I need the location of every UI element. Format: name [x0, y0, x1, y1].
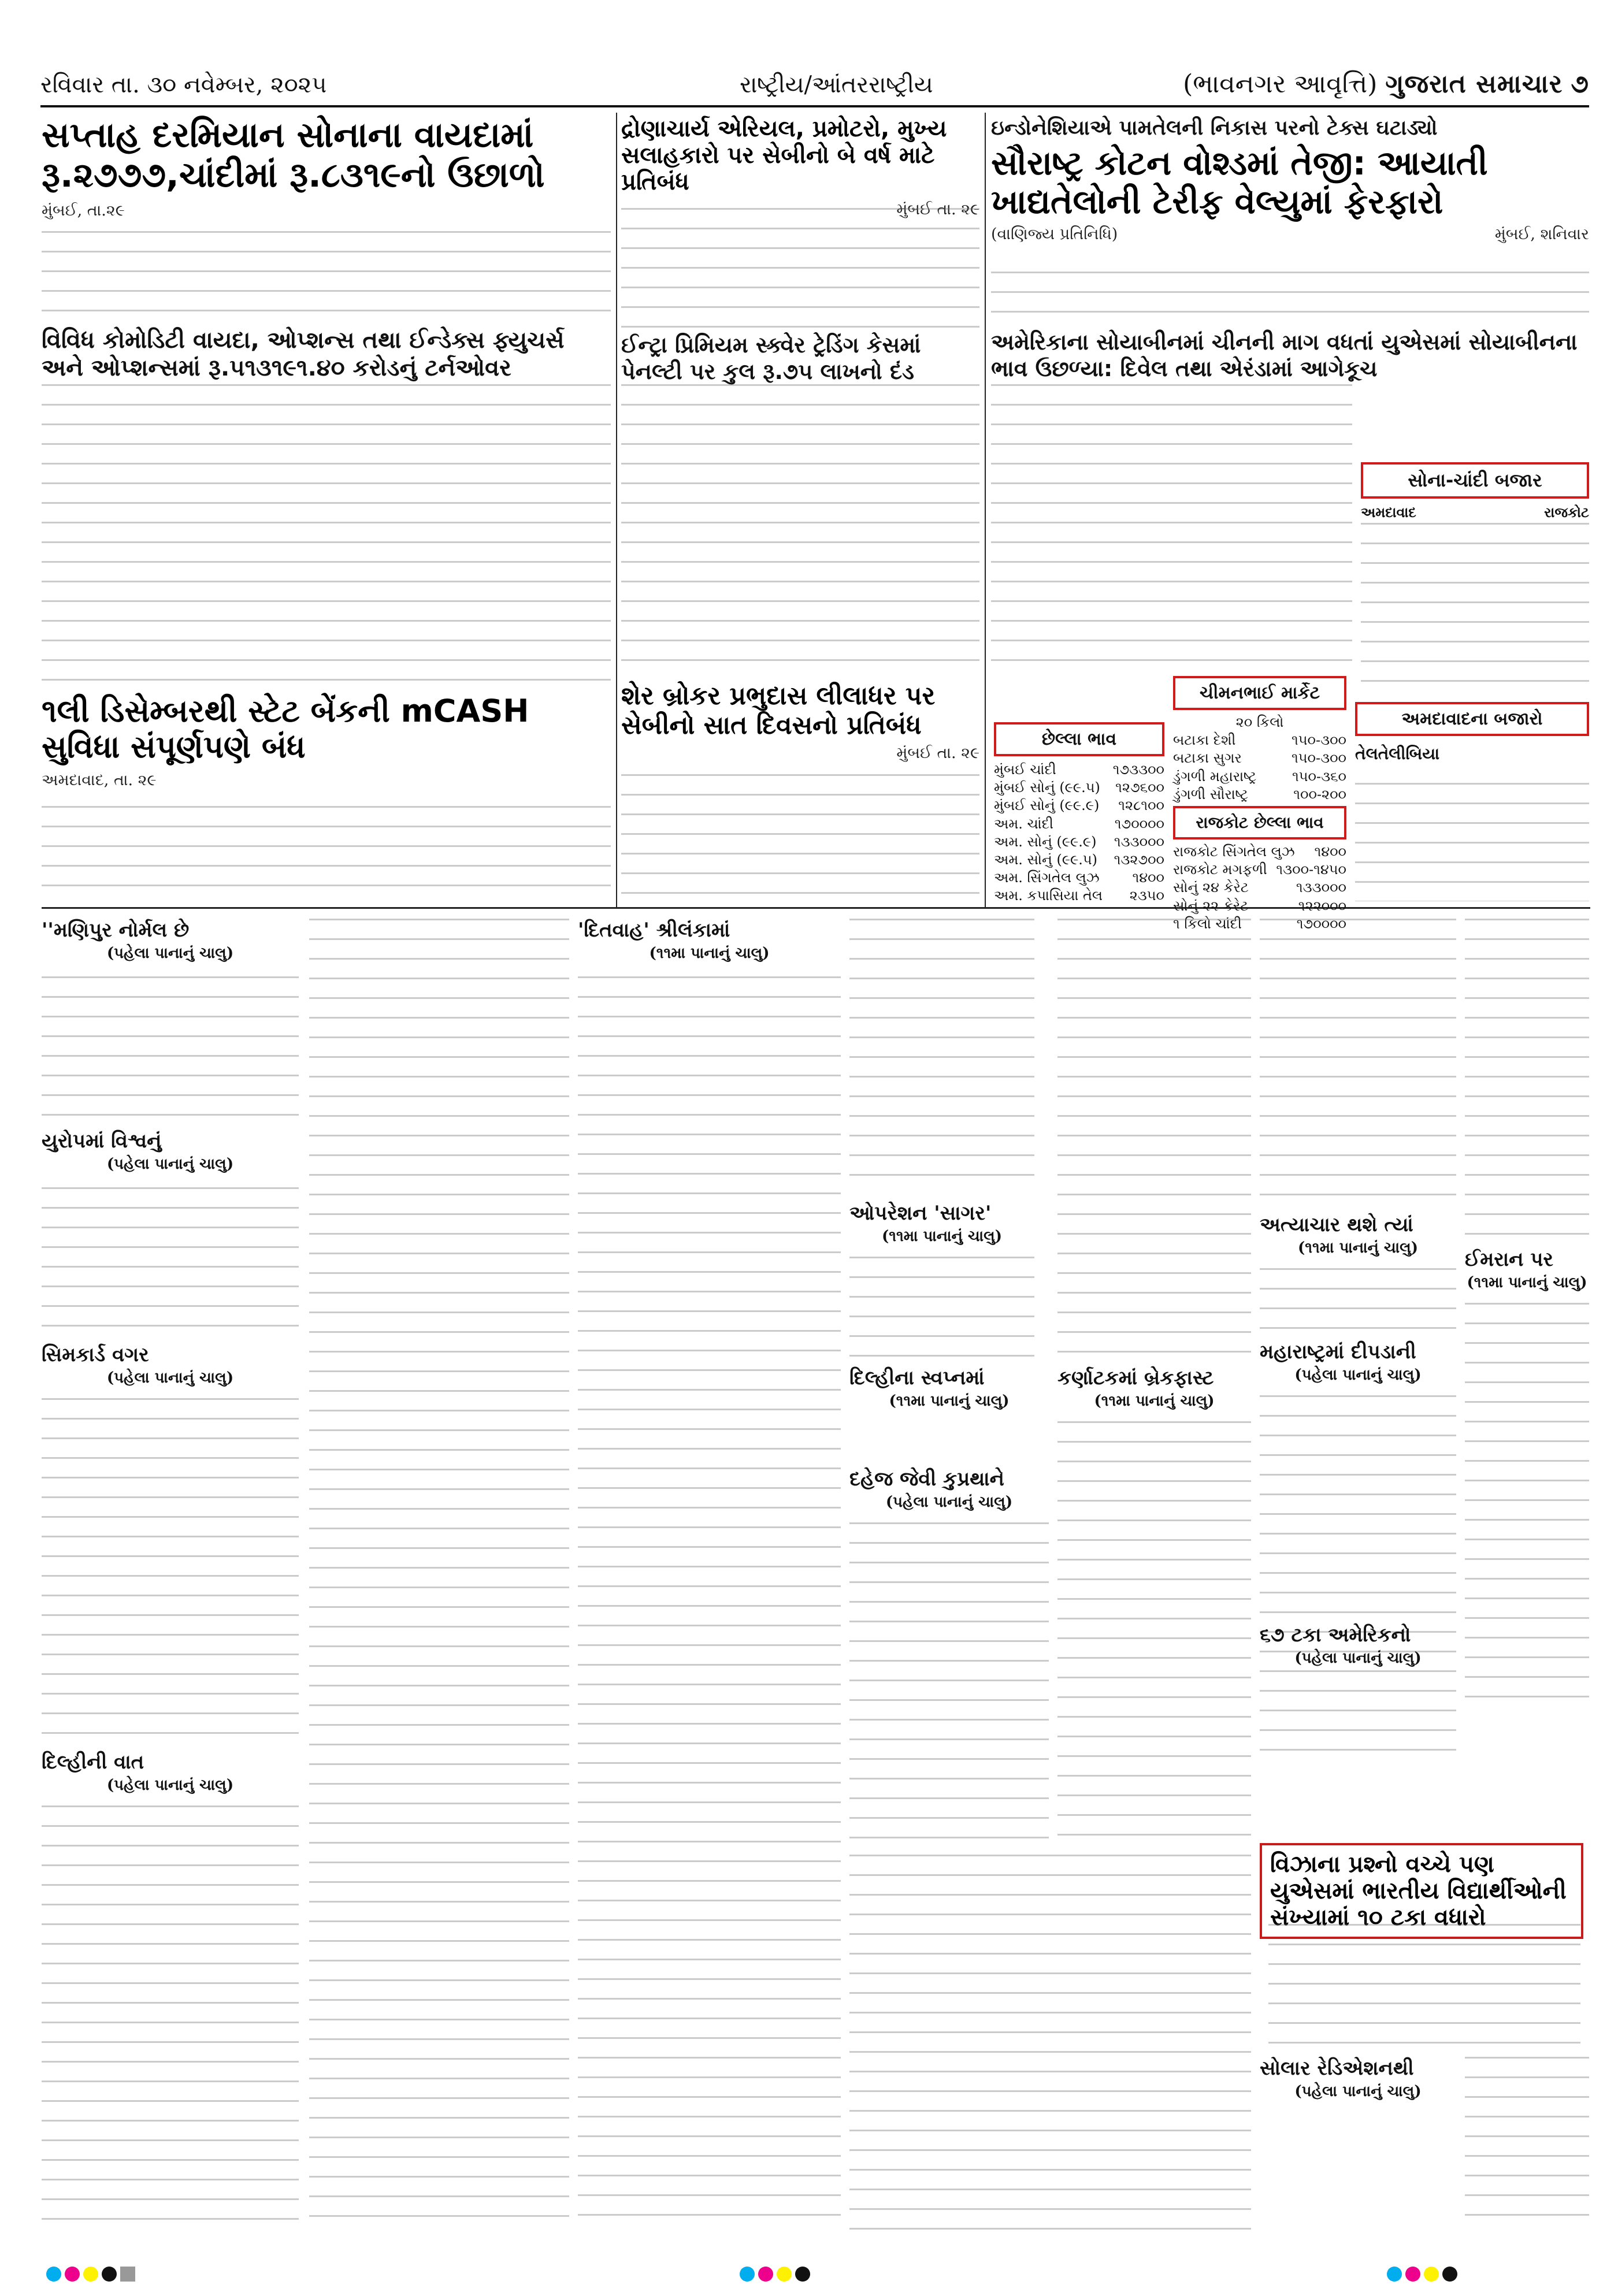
ditwah-text [578, 976, 841, 2230]
sbi-story [42, 693, 611, 791]
chimanbhai-price-label: ડુંગળી મહારાષ્ટ્ર [1173, 768, 1257, 785]
cont-67percent [1260, 1623, 1456, 1672]
last-price-label: અમ. સિંગતેલ લુઝ [994, 870, 1100, 886]
rajkot-price-value: ૧૨૨૦૦૦ [1298, 897, 1346, 914]
dowry-heading: દહેજ જેવી કુપ્રથાને [849, 1467, 1004, 1491]
rajkot-price-value: ૧૩૦૦-૧૪૫૦ [1276, 861, 1346, 878]
last-price-row [994, 797, 1164, 815]
cotton-body-text-2 [991, 384, 1352, 673]
cyan-dot [1387, 2267, 1402, 2282]
gold-dateline: મુંબઈ, તા.૨૯ [42, 202, 125, 220]
magenta-dot [758, 2267, 773, 2282]
chimanbhai-price-label: બટાકા સુગર [1173, 750, 1242, 767]
atrocity-cont: (૧૧મા પાનાનું ચાલુ) [1297, 1239, 1419, 1257]
solar-cont: (પહેલા પાનાનું ચાલુ) [1294, 2082, 1422, 2100]
last-price-value: ૨૩૫૦ [1129, 887, 1164, 904]
maharashtra-cont: (પહેલા પાનાનું ચાલુ) [1294, 1366, 1422, 1384]
cont-maharashtra [1260, 1340, 1456, 1389]
karnataka-cont: (૧૧મા પાનાનું ચાલુ) [1094, 1392, 1215, 1410]
chimanbhai-price-value: ૧૫૦-૩૦૦ [1292, 750, 1346, 767]
sagar-cont: (૧૧મા પાનાનું ચાલુ) [881, 1227, 1003, 1245]
europe-heading: યુરોપમાં વિશ્વનું [42, 1130, 162, 1153]
rajkot-price-row [1173, 879, 1346, 897]
last-price-title: છેલ્લા ભાવ [994, 722, 1164, 756]
rajkot-price-label: સોનું ૨૨ કેરેટ [1173, 897, 1249, 914]
sebi1-body-text [621, 208, 979, 329]
ahmedabad-markets [1355, 702, 1589, 764]
karnataka-heading: કર્ણાટકમાં બ્રેકફાસ્ટ [1057, 1366, 1214, 1390]
sebi-story-2 [621, 682, 979, 764]
yellow-dot [83, 2267, 98, 2282]
maharashtra-text [1260, 1395, 1456, 1759]
oilseed-rates [1355, 783, 1589, 901]
chimanbhai-price-row [1173, 731, 1346, 749]
last-price-label: અમ. સોનું (૯૯.૯) [994, 833, 1097, 850]
students-text [1268, 1924, 1580, 2045]
cotton-subhead: અમેરિકાના સોયાબીનમાં ચીનની માગ વધતાં યુએસમાં સોયાબીનના ભાવ ઉછળ્યા: દિવેલ તથા એરંડામાં આગેકૂચ [991, 329, 1578, 381]
chimanbhai-price-list [1173, 731, 1346, 804]
paper-name-group [1183, 69, 1589, 99]
cont-europe [42, 1130, 299, 1178]
chimanbhai-price-label: બટાકા દેશી [1173, 732, 1236, 749]
last-price-row [994, 779, 1164, 797]
magenta-dot [1405, 2267, 1420, 2282]
delhi-dream-heading: દિલ્હીના સ્વપ્નમાં [849, 1366, 985, 1390]
rajkot-price-row [1173, 843, 1346, 861]
gold-silver-title: સોના-ચાંદી બજાર [1361, 462, 1589, 499]
europe-text [42, 1187, 299, 1338]
oilseeds-label: તેલતેલીબિયા [1355, 744, 1440, 763]
black-dot [1442, 2267, 1457, 2282]
last-price-label: અમ. કપાસિયા તેલ [994, 887, 1103, 904]
gold-silver-rates [1361, 523, 1589, 690]
column-rule [985, 113, 986, 907]
chimanbhai-unit: ૨૦ કિલો [1235, 714, 1284, 730]
dowry-text [849, 1522, 1049, 1846]
last-price-row [994, 869, 1164, 887]
delhi-dream-cont: (૧૧મા પાનાનું ચાલુ) [889, 1392, 1010, 1410]
simcard-heading: સિમકાર્ડ વગર [42, 1343, 149, 1366]
students-headline: વિઝાના પ્રશ્નો વચ્ચે પણ યુએસમાં ભારતીય વિદ્યાર્થીઓની સંખ્યામાં ૧૦ ટકા વધારો [1270, 1851, 1567, 1931]
city-rajkot: રાજકોટ [1544, 504, 1589, 521]
section-divider [42, 907, 1590, 909]
chimanbhai-price-label: ડુંગળી સૌરાષ્ટ્ર [1173, 786, 1248, 803]
last-price-list [994, 761, 1164, 905]
cont-ditwah [578, 919, 841, 967]
cotton-body-text [991, 272, 1589, 324]
page-header [40, 69, 1589, 107]
percent67-cont: (પહેલા પાનાનું ચાલુ) [1294, 1649, 1422, 1667]
chimanbhai-price-value: ૧૫૦-૩૦૦ [1292, 732, 1346, 749]
cotton-dateline: મુંબઈ, શનિવાર [1494, 225, 1589, 243]
gold-silver-market [1361, 462, 1589, 521]
ditwah-heading: 'દિતવાહ' શ્રીલંકામાં [578, 919, 730, 942]
sagar-text [849, 1257, 1034, 1361]
sebi2-dateline: મુંબઈ તા. ૨૯ [896, 744, 979, 763]
gold-story [42, 116, 611, 221]
chimanbhai-price-row [1173, 749, 1346, 767]
students-text-2 [1465, 2057, 1589, 2230]
maharashtra-heading: મહારાષ્ટ્રમાં દીપડાની [1260, 1340, 1416, 1364]
rajkot-price-row [1173, 897, 1346, 915]
rajkot-price-label: રાજકોટ મગફળી [1173, 861, 1267, 878]
cont-dowry [849, 1467, 1049, 1516]
cyan-dot [46, 2267, 61, 2282]
last-price-value: ૧૩૩૦૦૦ [1114, 833, 1164, 850]
sagar-right-text [1057, 919, 1251, 1358]
yellow-dot [1424, 2267, 1439, 2282]
delhi-heading: દિલ્હીની વાત [42, 1751, 144, 1774]
last-price-label: મુંબઈ ચાંદી [994, 761, 1056, 778]
print-register-right [1387, 2264, 1457, 2284]
black-dot [102, 2267, 117, 2282]
last-price-value: ૧૨૮૧૦૦ [1118, 797, 1164, 814]
gold-subhead: વિવિધ કોમોડિટી વાયદા, ઓપ્શન્સ તથા ઈન્ડેક્સ ફ્યુચર્સ અને ઓપ્શન્સમાં રૂ.૫૧૩૧૯૧.૪૦ કરોડનું ટર્નઓવર [42, 327, 565, 381]
last-price-label: મુંબઈ સોનું (૯૯.૯) [994, 797, 1100, 814]
sebi2-headline: શેર બ્રોકર પ્રભુદાસ લીલાધર પર સેબીનો સાત દિવસનો પ્રતિબંધ [621, 681, 936, 740]
cont-delhi [42, 1751, 299, 1799]
gold-body-text [42, 231, 611, 321]
cotton-headline: સૌરાષ્ટ્ર કોટન વોશ્ડમાં તેજી: આયાતી ખાદ્યતેલોની ટેરીફ વેલ્યુમાં ફેરફારો [991, 143, 1488, 221]
sagar-heading: ઓપરેશન 'સાગર' [849, 1202, 992, 1225]
last-price-value: ૧૪૦૦ [1132, 870, 1164, 886]
rajkot-price-label: સોનું ૨૪ કેરેટ [1173, 879, 1249, 896]
manipur-cont: (પહેલા પાનાનું ચાલુ) [106, 944, 234, 962]
rajkot-price-value: ૧૭૦૦૦૦ [1296, 915, 1346, 932]
chimanbhai-title: ચીમનભાઈ માર્કેટ [1173, 676, 1346, 710]
imran-cont: (૧૧મા પાનાનું ચાલુ) [1467, 1273, 1587, 1291]
last-price-row [994, 887, 1164, 905]
column-2-text [309, 919, 569, 2230]
cotton-subhead-block [991, 329, 1589, 382]
city-labels [1361, 503, 1589, 521]
last-price-value: ૧૩૨૭૦૦ [1114, 851, 1164, 868]
rajkot-price-value: ૧૪૦૦ [1314, 844, 1346, 860]
last-price-label: અમ. સોનું (૯૯.૫) [994, 851, 1098, 868]
atrocity-heading: અત્યાચાર થશે ત્યાં [1260, 1213, 1413, 1236]
delhi-text [42, 1805, 299, 2230]
last-price-label: અમ. ચાંદી [994, 815, 1053, 832]
gold-body-text-2 [42, 384, 611, 685]
rajkot-last-market [1173, 806, 1346, 933]
europe-cont: (પહેલા પાનાનું ચાલુ) [106, 1155, 234, 1173]
cotton-kicker: ઇન્ડોનેશિયાએ પામતેલની નિકાસ પરનો ટેક્સ ઘટાડ્યો [991, 116, 1438, 140]
last-price-value: ૧૭૦૦૦૦ [1114, 815, 1164, 832]
sebi1-subhead: ઈન્ટ્રા પ્રિમિયમ સ્ક્વેર ટ્રેડિંગ કેસમાં પેનલ્ટી પર કુલ રૂ.૭૫ લાખનો દંડ [621, 332, 921, 384]
last-price-value: ૧૭૩૩૦૦ [1112, 761, 1164, 778]
cont-delhi-dream [849, 1366, 1049, 1415]
imran-heading: ઈમરાન પર [1465, 1248, 1553, 1271]
ditwah-cont: (૧૧મા પાનાનું ચાલુ) [649, 944, 770, 962]
chimanbhai-price-value: ૧૫૦-૩૬૦ [1292, 768, 1346, 785]
print-register-left [46, 2264, 135, 2284]
sebi-story-1 [621, 116, 979, 220]
cotton-story [991, 116, 1589, 244]
city-ahmedabad: અમદાવાદ [1361, 504, 1416, 521]
lower-mid-text [849, 1855, 1251, 2230]
last-price-row [994, 851, 1164, 869]
cont-imran [1465, 1248, 1589, 1296]
simcard-cont: (પહેલા પાનાનું ચાલુ) [106, 1369, 234, 1387]
yellow-dot [777, 2267, 792, 2282]
magenta-dot [65, 2267, 80, 2282]
section-title: રાષ્ટ્રીય/આંતરરાષ્ટ્રીય [740, 72, 933, 98]
cont-manipur [42, 919, 299, 967]
rajkot-price-row [1173, 861, 1346, 879]
simcard-text [42, 1398, 299, 1748]
karnataka-text [1057, 1421, 1251, 1846]
cont-atrocity [1260, 1213, 1456, 1262]
cont-sagar [849, 1202, 1034, 1250]
dowry-cont: (પહેલા પાનાનું ચાલુ) [885, 1493, 1013, 1511]
atrocity-pre-text [1260, 919, 1456, 1205]
rajkot-last-title: રાજકોટ છેલ્લા ભાવ [1173, 806, 1346, 839]
sbi-headline: ૧લી ડિસેમ્બરથી સ્ટેટ બેંકની mCASH સુવિધા સંપૂર્ણપણે બંધ [42, 693, 529, 766]
gold-headline: સપ્તાહ દરમિયાન સોનાના વાયદામાં રૂ.૨૭૭૭,ચાંદીમાં રૂ.૮૩૧૯નો ઉછાળો [42, 115, 545, 195]
last-price-market [994, 722, 1164, 905]
cont-solar [1260, 2057, 1456, 2105]
black-dot [795, 2267, 810, 2282]
chimanbhai-price-value: ૧૦૦-૨૦૦ [1293, 786, 1346, 803]
atrocity-text [1260, 1268, 1456, 1332]
imran-text [1465, 1303, 1589, 1707]
manipur-text [42, 976, 299, 1121]
cotton-credit: (વાણિજ્ય પ્રતિનિધિ) [991, 225, 1118, 243]
rajkot-price-label: ૧ કિલો ચાંદી [1173, 915, 1242, 932]
issue-date: રવિવાર તા. ૩૦ નવેમ્બર, ૨૦૨૫ [40, 72, 327, 98]
last-price-row [994, 833, 1164, 851]
rajkot-price-label: રાજકોટ સિંગતેલ લુઝ [1173, 844, 1295, 860]
sebi2-body-text [621, 774, 979, 901]
column-rule [616, 113, 617, 907]
page-number: ૭ [1571, 69, 1589, 99]
solar-heading: સોલાર રેડિએશનથી [1260, 2057, 1414, 2080]
print-register-center [740, 2264, 810, 2284]
sebi1-headline: દ્રોણાચાર્ય એરિયલ, પ્રમોટરો, મુખ્ય સલાહકારો પર સેબીનો બે વર્ષ માટે પ્રતિબંધ [621, 116, 947, 195]
sebi1-subhead-block [621, 332, 979, 385]
chimanbhai-market [1173, 676, 1346, 804]
sebi1-body-text-2 [621, 384, 979, 673]
sebi1-dateline: મુંબઈ તા. ૨૯ [896, 200, 979, 218]
ahmedabad-markets-title: અમદાવાદના બજારો [1355, 702, 1589, 736]
cyan-dot [740, 2267, 755, 2282]
last-price-row [994, 761, 1164, 779]
delhi-cont: (પહેલા પાનાનું ચાલુ) [106, 1776, 234, 1794]
manipur-heading: ''મણિપુર નોર્મલ છે [42, 919, 190, 942]
gray-bar [120, 2267, 135, 2282]
chimanbhai-price-row [1173, 768, 1346, 786]
percent67-heading: ૬૭ ટકા અમેરિકનો [1260, 1623, 1411, 1647]
last-price-row [994, 815, 1164, 833]
cont-karnataka [1057, 1366, 1251, 1415]
paper-logo: ગુજરાત સમાચાર [1385, 69, 1563, 99]
cotton-credit-row [991, 225, 1589, 245]
chimanbhai-price-row [1173, 786, 1346, 804]
sagar-pre-text [849, 919, 1034, 1190]
gold-subhead-block [42, 326, 611, 382]
cont-simcard [42, 1343, 299, 1392]
last-price-label: મુંબઈ સોનું (૯૯.૫) [994, 779, 1100, 796]
rajkot-price-value: ૧૩૩૦૦૦ [1296, 879, 1346, 896]
edition: (ભાવનગર આવૃત્તિ) [1183, 69, 1378, 99]
last-price-value: ૧૨૭૬૦૦ [1115, 779, 1164, 796]
right-col-text [1465, 919, 1589, 1239]
sbi-dateline: અમદાવાદ, તા. ૨૯ [42, 771, 157, 790]
sbi-body-text [42, 806, 611, 898]
